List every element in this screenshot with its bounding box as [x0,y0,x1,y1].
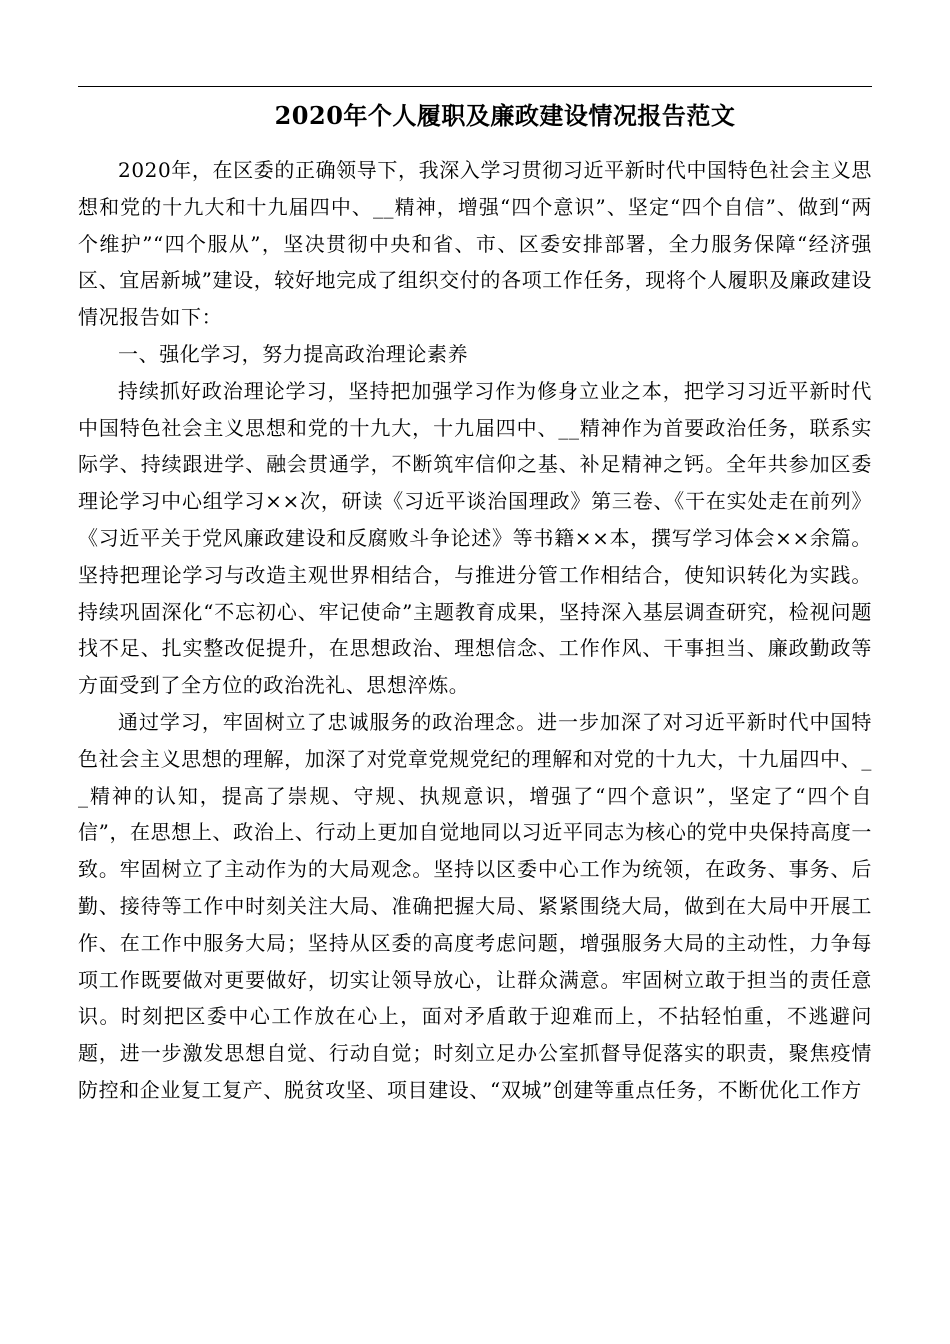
outcome-paragraph: 通过学习，牢固树立了忠诚服务的政治理念。进一步加深了对习近平新时代中国特色社会主义思想的理解，加深了对党章党规党纪的理解和对党的十九大，十九届四中、__精神的认知，提高了崇规、守规、执规意识，增强了“四个意识”，坚定了“四个自信”，在思想上、政治上、行动上更加自觉地同以习近平同志为核心的党中央保持高度一致。牢固树立了主动作为的大局观念。坚持以区委中心工作为统领，在政务、事务、后勤、接待等工作中时刻关注大局、准确把握大局、紧紧围绕大局，做到在大局中开展工作、在工作中服务大局；坚持从区委的高度考虑问题，增强服务大局的主动性，力争每项工作既要做对更要做好，切实让领导放心，让群众满意。牢固树立敢于担当的责任意识。时刻把区委中心工作放在心上，面对矛盾敢于迎难而上，不拈轻怕重，不逃避问题，进一步激发思想自觉、行动自觉；时刻立足办公室抓督导促落实的职责，聚焦疫情防控和企业复工复产、脱贫攻坚、项目建设、“双城”创建等重点任务，不断优化工作方 [78,709,872,1102]
section-heading: 一、强化学习，努力提高政治理论素养 [118,341,469,366]
header-rule [78,86,872,87]
study-paragraph: 持续抓好政治理论学习，坚持把加强学习作为修身立业之本，把学习习近平新时代中国特色社会主义思想和党的十九大，十九届四中、__精神作为首要政治任务，联系实际学、持续跟进学、融会贯通学，不断筑牢信仰之基、补足精神之钙。全年共参加区委理论学习中心组学习××次，研读《习近平谈治国理政》第三卷、《干在实处走在前列》《习近平关于党风廉政建设和反腐败斗争论述》等书籍××本，撰写学习体会××余篇。坚持把理论学习与改造主观世界相结合，与推进分管工作相结合，使知识转化为实践。持续巩固深化“不忘初心、牢记使命”主题教育成果，坚持深入基层调查研究，检视问题找不足、扎实整改促提升，在思想政治、理想信念、工作作风、干事担当、廉政勤政等方面受到了全方位的政治洗礼、思想淬炼。 [78,378,872,698]
document-body [78,152,872,1109]
intro-paragraph: 2020年，在区委的正确领导下，我深入学习贯彻习近平新时代中国特色社会主义思想和党的十九大和十九届四中、__精神，增强“四个意识”、坚定“四个自信”、做到“两个维护”“四个服从”，坚决贯彻中央和省、市、区委安排部署，全力服务保障“经济强区、宜居新城”建设，较好地完成了组织交付的各项工作任务，现将个人履职及廉政建设情况报告如下： [78,158,872,330]
document-title: 2020年个人履职及廉政建设情况报告范文 [274,101,736,130]
